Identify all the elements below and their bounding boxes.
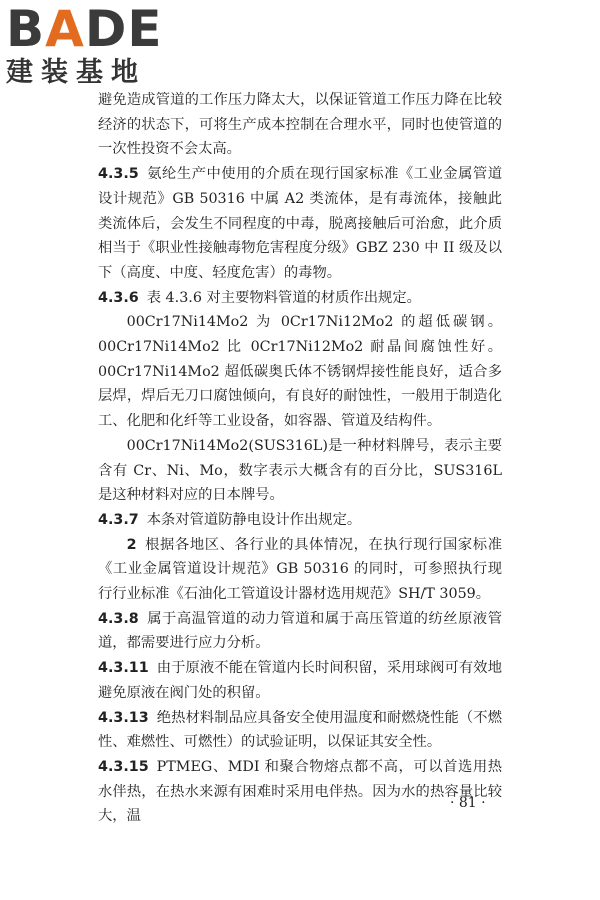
clause-number: 4.3.13 (98, 709, 149, 726)
paragraph-text: 表 4.3.6 对主要物料管道的材质作出规定。 (146, 289, 421, 306)
clause-number: 4.3.6 (98, 289, 139, 306)
clause-number: 4.3.15 (98, 758, 149, 775)
logo-chinese-name: 建装基地 (6, 57, 146, 88)
paragraph (98, 755, 502, 829)
logo-wordmark (6, 0, 176, 58)
paragraph (98, 706, 502, 755)
clause-number: 2 (126, 536, 137, 553)
paragraph-text: 根据各地区、各行业的具体情况，在执行现行国家标准《工业金属管道设计规范》GB 50316 的同时，可参照执行现行行业标准《石油化工管道设计器材选用规范》SH/T 3059。 (98, 536, 502, 603)
paragraph (98, 533, 502, 607)
paragraph-text: 00Cr17Ni14Mo2(SUS316L)是一种材料牌号，表示主要含有 Cr、Ni、Mo，数字表示大概含有的百分比，SUS316L 是这种材料对应的日本牌号。 (98, 437, 502, 504)
clause-number: 4.3.8 (98, 610, 139, 627)
logo-letter-b: B (6, 0, 46, 58)
clause-number: 4.3.11 (98, 660, 149, 677)
paragraph-text: 绝热材料制品应具备安全使用温度和耐燃烧性能（不燃性、难燃性、可燃性）的试验证明，以保证其安全性。 (98, 709, 502, 751)
document-body (98, 88, 502, 829)
paragraph-text: 氨纶生产中使用的介质在现行国家标准《工业金属管道设计规范》GB 50316 中属 A2 类流体，是有毒流体，接触此类流体后，会发生不同程度的中毒，脱离接触后可治愈，此介质相当于《职业性接触毒物危害程度分级》GBZ 230 中 II 级及以下（高度、中度、轻度危害）的毒物。 (98, 166, 502, 281)
paragraph-text: 00Cr17Ni14Mo2 为 0Cr17Ni12Mo2 的超低碳钢。00Cr17Ni14Mo2 比 0Cr17Ni12Mo2 耐晶间腐蚀性好。00Cr17Ni14Mo2 超低碳奥氏体不锈钢焊接性能良好，适合多层焊，焊后无刀口腐蚀倾向，有良好的耐蚀性，一般用于制造化工、化肥和化纤等工业设备，如容器、管道及结构件。 (98, 314, 502, 430)
paragraph (98, 310, 502, 434)
paragraph (98, 508, 502, 533)
paragraph-text: PTMEG、MDI 和聚合物熔点都不高，可以首选用热水伴热，在热水来源有困难时采用电伴热。因为水的热容量比较大，温 (98, 758, 502, 825)
clause-number: 4.3.7 (98, 511, 139, 528)
paragraph-text: 本条对管道防静电设计作出规定。 (146, 511, 362, 528)
paragraph-text: 避免造成管道的工作压力降太大，以保证管道工作压力降在比较经济的状态下，可将生产成本控制在合理水平，同时也使管道的一次性投资不会太高。 (98, 92, 502, 158)
logo (6, 0, 176, 90)
paragraph-text: 由于原液不能在管道内长时间积留，采用球阀可有效地避免原液在阀门处的积留。 (98, 660, 502, 701)
paragraph (98, 434, 502, 508)
paragraph-text: 属于高温管道的动力管道和属于高压管道的纺丝原液管道，都需要进行应力分析。 (98, 610, 502, 652)
logo-letter-a: A (45, 0, 85, 58)
paragraph (98, 656, 502, 705)
paragraph (98, 607, 502, 656)
paragraph (98, 162, 502, 286)
clause-number: 4.3.5 (98, 166, 139, 183)
paragraph (98, 88, 502, 162)
paragraph (98, 286, 502, 311)
logo-letters-de: DE (84, 0, 163, 58)
page-number: · 81 · (450, 795, 486, 811)
